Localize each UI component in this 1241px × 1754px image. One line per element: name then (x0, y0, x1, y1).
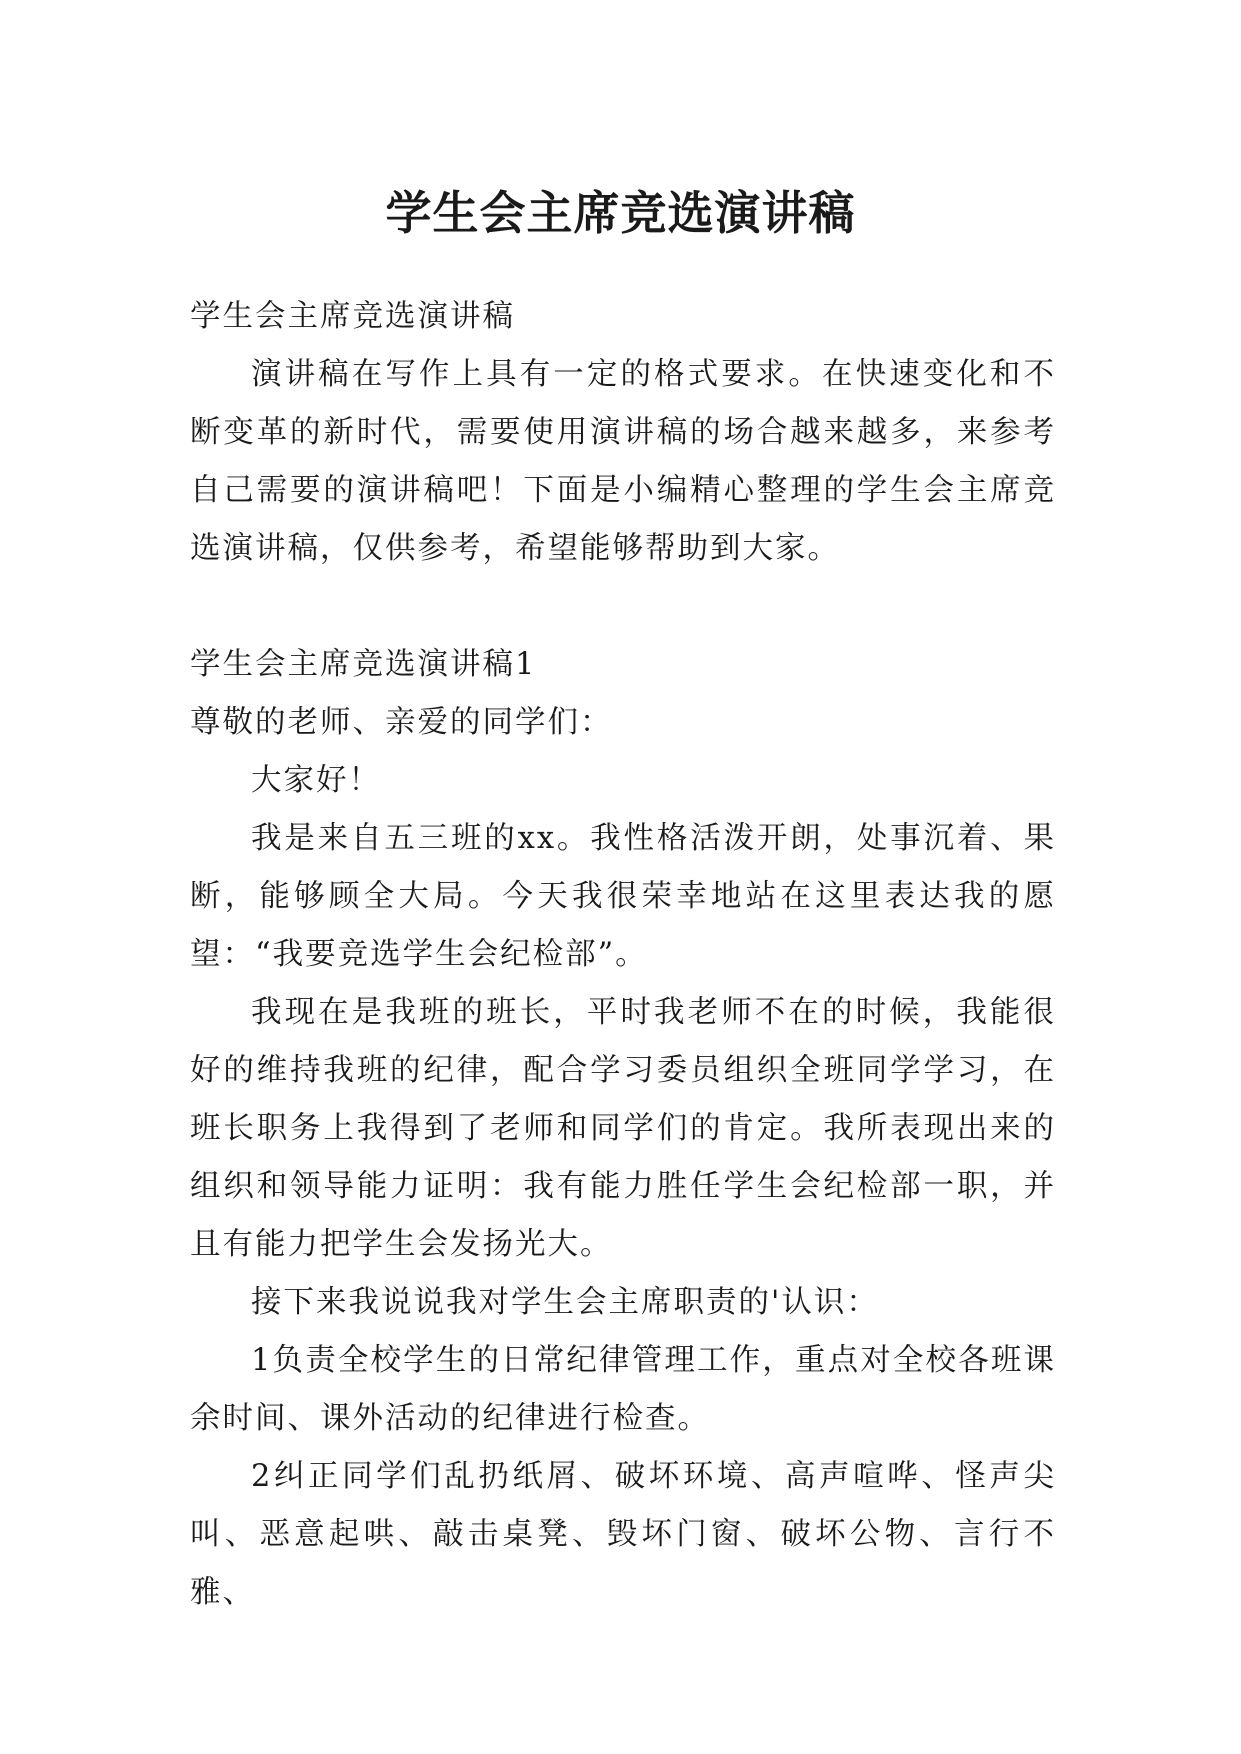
salutation-line: 尊敬的老师、亲爱的同学们： (190, 705, 613, 740)
body-paragraph-duties-intro: 接下来我说说我对学生会主席职责的'认识： (251, 1285, 879, 1320)
greeting-line: 大家好！ (251, 763, 381, 798)
subtitle-line: 学生会主席竞选演讲稿 (190, 299, 515, 334)
intro-paragraph: 演讲稿在写作上具有一定的格式要求。在快速变化和不断变革的新时代，需要使用演讲稿的场合越来越多，来参考自己需要的演讲稿吧！下面是小编精心整理的学生会主席竞选演讲稿，仅供参考，希望能够帮助到大家。 (190, 357, 1056, 566)
document-body (190, 288, 1056, 1622)
duty-item-1: 1负责全校学生的日常纪律管理工作，重点对全校各班课余时间、课外活动的纪律进行检查。 (190, 1343, 1056, 1436)
body-paragraph-self-intro: 我是来自五三班的xx。我性格活泼开朗，处事沉着、果断，能够顾全大局。今天我很荣幸地站在这里表达我的愿望：“我要竞选学生会纪检部”。 (190, 821, 1056, 972)
duty-item-2: 2纠正同学们乱扔纸屑、破坏环境、高声喧哗、怪声尖叫、恶意起哄、敲击桌凳、毁坏门窗、破坏公物、言行不雅、 (190, 1459, 1056, 1610)
body-paragraph-experience: 我现在是我班的班长，平时我老师不在的时候，我能很好的维持我班的纪律，配合学习委员组织全班同学学习，在班长职务上我得到了老师和同学们的肯定。我所表现出来的组织和领导能力证明：我有能力胜任学生会纪检部一职，并且有能力把学生会发扬光大。 (190, 995, 1056, 1262)
section-heading: 学生会主席竞选演讲稿1 (190, 647, 537, 682)
document-title: 学生会主席竞选演讲稿 (385, 185, 856, 240)
paragraph-gap (190, 578, 1056, 636)
